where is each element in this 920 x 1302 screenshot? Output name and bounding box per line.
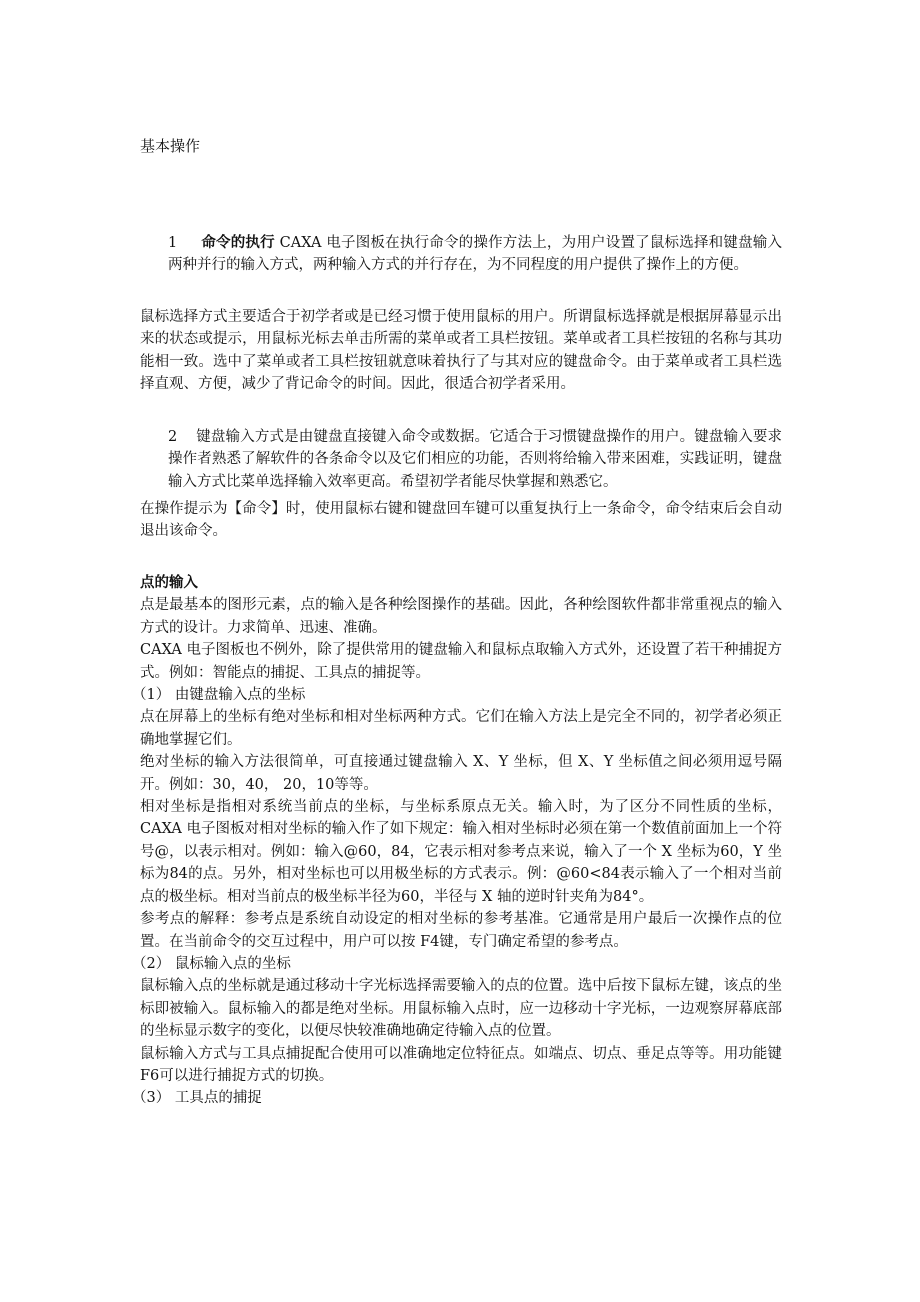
section-paragraph: 绝对坐标的输入方法很简单，可直接通过键盘输入 X、Y 坐标，但 X、Y 坐标值之间必须用逗号隔开。例如：30，40， 20，10等等。 — [140, 754, 782, 793]
document-title: 基本操作 — [140, 137, 201, 155]
section-paragraph: 点在屏幕上的坐标有绝对坐标和相对坐标两种方式。它们在输入方法上是完全不同的，初学者必须正确地掌握它们。 — [140, 709, 782, 748]
subheading-mouse: （2） 鼠标输入点的坐标 — [132, 955, 291, 972]
section-point-input — [132, 572, 782, 1110]
paragraph-mouse-selection — [140, 306, 782, 396]
section-paragraph: CAXA 电子图板也不例外，除了提供常用的键盘输入和鼠标点取输入方式外，还设置了若干种捕捉方式。例如：智能点的捕捉、工具点的捕捉等。 — [140, 642, 782, 681]
paragraph-repeat-command — [140, 498, 782, 543]
paragraph-text: 鼠标选择方式主要适合于初学者或是已经习惯于使用鼠标的用户。所谓鼠标选择就是根据屏幕显示出来的状态或提示，用鼠标光标去单击所需的菜单或者工具栏按钮。菜单或者工具栏按钮的名称与其功能相一致。选中了菜单或者工具栏按钮就意味着执行了与其对应的键盘命令。由于菜单或者工具栏选择直观、方便，减少了背记命令的时间。因此，很适合初学者采用。 — [140, 309, 782, 393]
section-paragraph: 参考点的解释：参考点是系统自动设定的相对坐标的参考基准。它通常是用户最后一次操作点的位置。在当前命令的交互过程中，用户可以按 F4键，专门确定希望的参考点。 — [140, 911, 782, 950]
item-1-heading: 命令的执行 — [201, 234, 275, 251]
item-1-text: CAXA 电子图板在执行命令的操作方法上，为用户设置了鼠标选择和键盘输入两种并行的输入方式，两种输入方式的并行存在，为不同程度的用户提供了操作上的方便。 — [168, 235, 782, 274]
subheading-tool-point: （3） 工具点的捕捉 — [132, 1090, 262, 1107]
section-paragraph: 鼠标输入点的坐标就是通过移动十字光标选择需要输入的点的位置。选中后按下鼠标左键，该点的坐标即被输入。鼠标输入的都是绝对坐标。用鼠标输入点时，应一边移动十字光标，一边观察屏幕底部的坐标显示数字的变化，以便尽快较准确地确定待输入点的位置。 — [140, 978, 782, 1040]
section-paragraph: 点是最基本的图形元素，点的输入是各种绘图操作的基础。因此，各种绘图软件都非常重视点的输入方式的设计。力求简单、迅速、准确。 — [140, 597, 782, 636]
item-1 — [168, 232, 782, 277]
item-1-number: 1 — [168, 235, 178, 251]
section-paragraph: 鼠标输入方式与工具点捕捉配合使用可以准确地定位特征点。如端点、切点、垂足点等等。用功能键 F6可以进行捕捉方式的切换。 — [140, 1045, 782, 1084]
section-heading: 点的输入 — [140, 574, 198, 591]
paragraph-text: 在操作提示为【命令】时，使用鼠标右键和键盘回车键可以重复执行上一条命令，命令结束后会自动退出该命令。 — [140, 501, 782, 540]
item-2-text: 键盘输入方式是由键盘直接键入命令或数据。它适合于习惯键盘操作的用户。键盘输入要求操作者熟悉了解软件的各条命令以及它们相应的功能，否则将给输入带来困难，实践证明，键盘输入方式比菜单选择输入效率更高。希望初学者能尽快掌握和熟悉它。 — [168, 429, 783, 490]
item-2 — [168, 426, 782, 493]
item-2-number: 2 — [168, 429, 178, 445]
subheading-keyboard: （1） 由键盘输入点的坐标 — [132, 687, 306, 704]
section-paragraph: 相对坐标是指相对系统当前点的坐标，与坐标系原点无关。输入时，为了区分不同性质的坐标，CAXA 电子图板对相对坐标的输入作了如下规定：输入相对坐标时必须在第一个数值前面加上一个符号@，以表示相对。例如：输入@60，84，它表示相对参考点来说，输入了一个 X 坐标为60，Y 坐标为84的点。另外，相对坐标也可以用极坐标的方式表示。例：@60<84表示输入了一个相对当前点的极坐标。相对当前点的极坐标半径为60，半径与 X 轴的逆时针夹角为84°。 — [140, 799, 782, 905]
